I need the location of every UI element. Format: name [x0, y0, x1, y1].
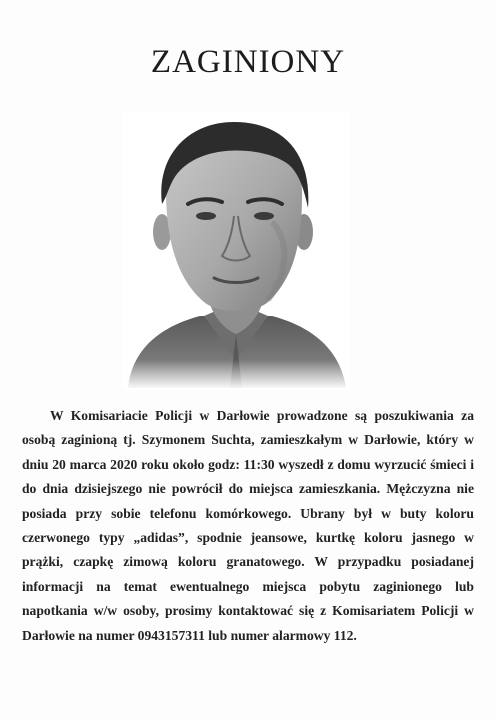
poster-title: ZAGINIONY: [150, 44, 346, 80]
portrait-photo: [122, 112, 350, 390]
missing-person-description: W Komisariacie Policji w Darłowie prowadzone są poszukiwania za osobą zaginioną tj. Szymonem Suchta, zamieszkałym w Darłowie, który w dniu 20 marca 2020 roku około godz: 11:30 wyszedł z domu wyrzucić śmieci i do dnia dzisiejszego nie powrócił do miejsca zamieszkania. Mężczyzna nie posiada przy sobie telefonu komórkowego. Ubrany był w buty koloru czerwonego typy „adidas”, spodnie jeansowe, kurtkę koloru jasnego w prążki, czapkę zimową koloru granatowego. W przypadku posiadanej informacji na temat ewentualnego miejsca pobytu zaginionego lub napotkania w/w osoby, prosimy kontaktować się z Komisariatem Policji w Darłowie na numer 0943157311 lub numer alarmowy 112.: [22, 408, 474, 643]
